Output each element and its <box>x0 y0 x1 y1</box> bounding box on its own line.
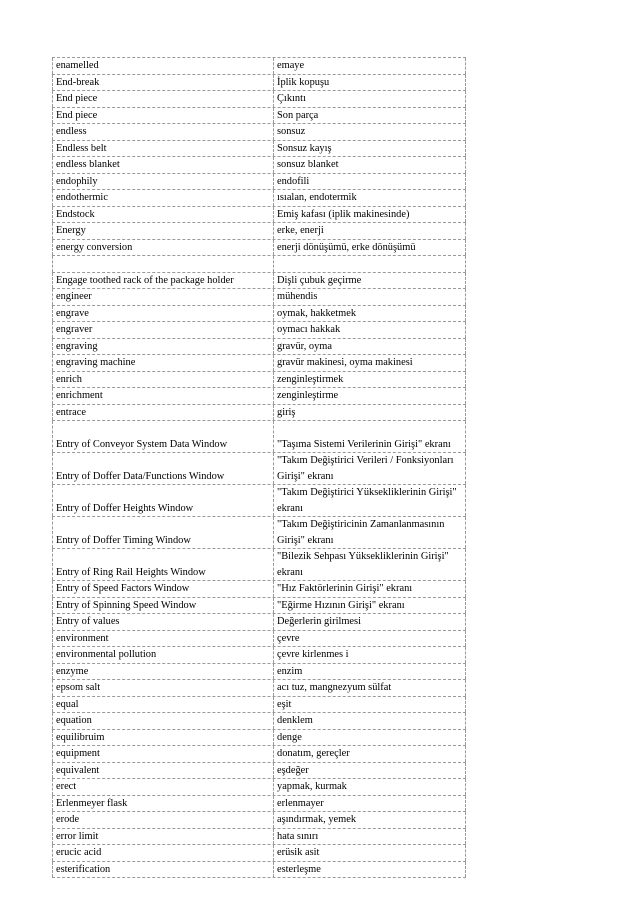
turkish-translation <box>274 223 466 239</box>
turkish-translation <box>274 174 466 190</box>
turkish-translation <box>274 631 466 647</box>
table-row <box>52 306 466 323</box>
english-term: Entry of Doffer Timing Window <box>52 517 274 548</box>
table-row <box>52 746 466 763</box>
turkish-translation-text: ısıalan, endotermik <box>277 192 357 203</box>
english-term: Entry of Ring Rail Heights Window <box>52 549 274 580</box>
table-row <box>52 207 466 224</box>
table-row <box>52 108 466 125</box>
turkish-translation <box>274 306 466 322</box>
english-term: endothermic <box>52 190 274 206</box>
turkish-translation-text: "Takım Değiştirici Verileri / Fonksiyonları Girişi" ekranı <box>277 455 454 482</box>
blank-row <box>52 256 466 273</box>
english-term: erect <box>52 779 274 795</box>
turkish-translation <box>274 763 466 779</box>
turkish-translation-text: emaye <box>277 60 305 71</box>
turkish-translation <box>274 157 466 173</box>
table-row <box>52 421 466 453</box>
turkish-translation-text: İplik kopuşu <box>277 76 330 88</box>
blank-cell <box>274 256 466 272</box>
english-term: engraver <box>52 322 274 338</box>
english-term: engraving machine <box>52 355 274 371</box>
table-row <box>52 355 466 372</box>
turkish-translation-text: yapmak, kurmak <box>277 781 347 792</box>
turkish-translation <box>274 339 466 355</box>
turkish-translation-text: hata sınırı <box>277 830 319 842</box>
table-row <box>52 829 466 846</box>
table-row <box>52 485 466 517</box>
english-term: enamelled <box>52 58 274 74</box>
english-term: equal <box>52 697 274 713</box>
table-row <box>52 697 466 714</box>
turkish-translation-text: Dişli çubuk geçirme <box>277 274 362 286</box>
turkish-translation-text: oymak, hakketmek <box>277 307 357 319</box>
turkish-translation <box>274 405 466 421</box>
turkish-translation <box>274 207 466 223</box>
turkish-translation <box>274 598 466 614</box>
turkish-translation-text: enzim <box>277 665 303 677</box>
english-term: equipment <box>52 746 274 762</box>
english-term: Endless belt <box>52 141 274 157</box>
turkish-translation-text: zenginleştirme <box>277 390 339 401</box>
turkish-translation <box>274 388 466 404</box>
turkish-translation-text: giriş <box>277 406 296 418</box>
turkish-translation <box>274 697 466 713</box>
english-term: environment <box>52 631 274 647</box>
english-term: End-break <box>52 75 274 91</box>
english-term: Energy <box>52 223 274 239</box>
english-term: equation <box>52 713 274 729</box>
turkish-translation <box>274 75 466 91</box>
turkish-translation <box>274 485 466 516</box>
turkish-translation-text: esterleşme <box>277 863 321 875</box>
turkish-translation-text: denklem <box>277 715 313 726</box>
turkish-translation <box>274 730 466 746</box>
english-term: engrave <box>52 306 274 322</box>
table-row <box>52 779 466 796</box>
table-row <box>52 549 466 581</box>
turkish-translation-text: erüsik asit <box>277 847 320 858</box>
turkish-translation-text: acı tuz, mangnezyum sülfat <box>277 682 392 693</box>
table-row <box>52 453 466 485</box>
turkish-translation <box>274 647 466 663</box>
turkish-translation <box>274 845 466 861</box>
turkish-translation <box>274 812 466 828</box>
turkish-translation <box>274 713 466 729</box>
glossary-table <box>52 57 466 878</box>
turkish-translation-text: Değerlerin girilmesi <box>277 616 361 627</box>
turkish-translation-text: gravür makinesi, oyma makinesi <box>277 357 413 368</box>
english-term: endophily <box>52 174 274 190</box>
english-term: enrich <box>52 372 274 388</box>
table-row <box>52 372 466 389</box>
table-row <box>52 273 466 290</box>
turkish-translation <box>274 746 466 762</box>
table-row <box>52 91 466 108</box>
english-term: equivalent <box>52 763 274 779</box>
turkish-translation <box>274 289 466 305</box>
turkish-translation <box>274 453 466 484</box>
turkish-translation-text: "Taşıma Sistemi Verilerinin Girişi" ekranı <box>277 438 451 450</box>
english-term: Erlenmeyer flask <box>52 796 274 812</box>
turkish-translation-text: Çıkıntı <box>277 93 306 104</box>
table-row <box>52 75 466 92</box>
turkish-translation <box>274 614 466 630</box>
english-term: entrace <box>52 405 274 421</box>
english-term: enzyme <box>52 664 274 680</box>
english-term: epsom salt <box>52 680 274 696</box>
table-row <box>52 664 466 681</box>
table-row <box>52 598 466 615</box>
turkish-translation-text: enerji dönüşümü, erke dönüşümü <box>277 241 416 253</box>
table-row <box>52 812 466 829</box>
turkish-translation-text: eşdeğer <box>277 764 309 776</box>
turkish-translation-text: eşit <box>277 698 292 710</box>
turkish-translation <box>274 240 466 256</box>
turkish-translation-text: erlenmayer <box>277 797 324 809</box>
turkish-translation-text: "Takım Değiştiricinin Zamanlanmasının Girişi" ekranı <box>277 519 445 546</box>
turkish-translation-text: Son parça <box>277 109 319 121</box>
turkish-translation <box>274 779 466 795</box>
table-row <box>52 862 466 879</box>
table-row <box>52 581 466 598</box>
turkish-translation <box>274 680 466 696</box>
turkish-translation <box>274 58 466 74</box>
turkish-translation <box>274 581 466 597</box>
table-row <box>52 289 466 306</box>
turkish-translation-text: "Eğirme Hızının Girişi" ekranı <box>277 599 405 611</box>
turkish-translation-text: oymacı hakkak <box>277 324 341 335</box>
turkish-translation-text: çevre kirlenmes i <box>277 649 349 660</box>
english-term: endless blanket <box>52 157 274 173</box>
table-row <box>52 157 466 174</box>
turkish-translation-text: "Bilezik Sehpası Yüksekliklerinin Girişi" ekranı <box>277 551 449 578</box>
table-row <box>52 647 466 664</box>
turkish-translation <box>274 141 466 157</box>
english-term: End piece <box>52 91 274 107</box>
english-term: error limit <box>52 829 274 845</box>
table-row <box>52 240 466 257</box>
table-row <box>52 730 466 747</box>
turkish-translation <box>274 273 466 289</box>
turkish-translation <box>274 549 466 580</box>
turkish-translation <box>274 322 466 338</box>
table-row <box>52 517 466 549</box>
table-row <box>52 388 466 405</box>
table-row <box>52 796 466 813</box>
english-term: Entry of Conveyor System Data Window <box>52 421 274 452</box>
turkish-translation-text: gravür, oyma <box>277 340 332 352</box>
turkish-translation-text: Emiş kafası (iplik makinesinde) <box>277 208 410 220</box>
english-term: energy conversion <box>52 240 274 256</box>
english-term: erucic acid <box>52 845 274 861</box>
turkish-translation <box>274 862 466 878</box>
table-row <box>52 763 466 780</box>
english-term: esterification <box>52 862 274 878</box>
turkish-translation-text: "Hız Faktörlerinin Girişi" ekranı <box>277 583 413 594</box>
english-term: endless <box>52 124 274 140</box>
english-term: Entry of values <box>52 614 274 630</box>
turkish-translation <box>274 517 466 548</box>
table-row <box>52 339 466 356</box>
english-term: End piece <box>52 108 274 124</box>
english-term: Entry of Doffer Data/Functions Window <box>52 453 274 484</box>
turkish-translation-text: Sonsuz kayış <box>277 142 332 154</box>
turkish-translation-text: endofili <box>277 175 310 187</box>
english-term: Entry of Doffer Heights Window <box>52 485 274 516</box>
turkish-translation <box>274 108 466 124</box>
table-row <box>52 124 466 141</box>
english-term: engineer <box>52 289 274 305</box>
english-term: equilibruim <box>52 730 274 746</box>
turkish-translation-text: erke, enerji <box>277 225 324 236</box>
english-term: Entry of Speed Factors Window <box>52 581 274 597</box>
turkish-translation-text: "Takım Değiştirici Yüksekliklerinin Girişi" ekranı <box>277 487 457 514</box>
turkish-translation <box>274 355 466 371</box>
turkish-translation <box>274 829 466 845</box>
english-term: Endstock <box>52 207 274 223</box>
turkish-translation <box>274 372 466 388</box>
table-row <box>52 405 466 422</box>
turkish-translation <box>274 91 466 107</box>
table-row <box>52 190 466 207</box>
blank-cell <box>52 256 274 272</box>
turkish-translation-text: denge <box>277 731 302 743</box>
english-term: engraving <box>52 339 274 355</box>
table-row <box>52 174 466 191</box>
turkish-translation-text: aşındırmak, yemek <box>277 814 357 825</box>
turkish-translation <box>274 421 466 452</box>
table-row <box>52 57 466 75</box>
table-row <box>52 680 466 697</box>
turkish-translation <box>274 664 466 680</box>
turkish-translation-text: sonsuz <box>277 126 306 137</box>
table-row <box>52 845 466 862</box>
table-row <box>52 713 466 730</box>
turkish-translation <box>274 124 466 140</box>
turkish-translation-text: zenginleştirmek <box>277 373 344 385</box>
turkish-translation <box>274 190 466 206</box>
table-row <box>52 322 466 339</box>
table-row <box>52 631 466 648</box>
turkish-translation <box>274 796 466 812</box>
english-term: Entry of Spinning Speed Window <box>52 598 274 614</box>
table-row <box>52 223 466 240</box>
turkish-translation-text: mühendis <box>277 291 318 302</box>
table-row <box>52 614 466 631</box>
english-term: environmental pollution <box>52 647 274 663</box>
table-row <box>52 141 466 158</box>
turkish-translation-text: donatım, gereçler <box>277 748 350 759</box>
turkish-translation-text: sonsuz blanket <box>277 159 339 170</box>
english-term: erode <box>52 812 274 828</box>
english-term: enrichment <box>52 388 274 404</box>
turkish-translation-text: çevre <box>277 632 300 644</box>
english-term: Engage toothed rack of the package holder <box>52 273 274 289</box>
